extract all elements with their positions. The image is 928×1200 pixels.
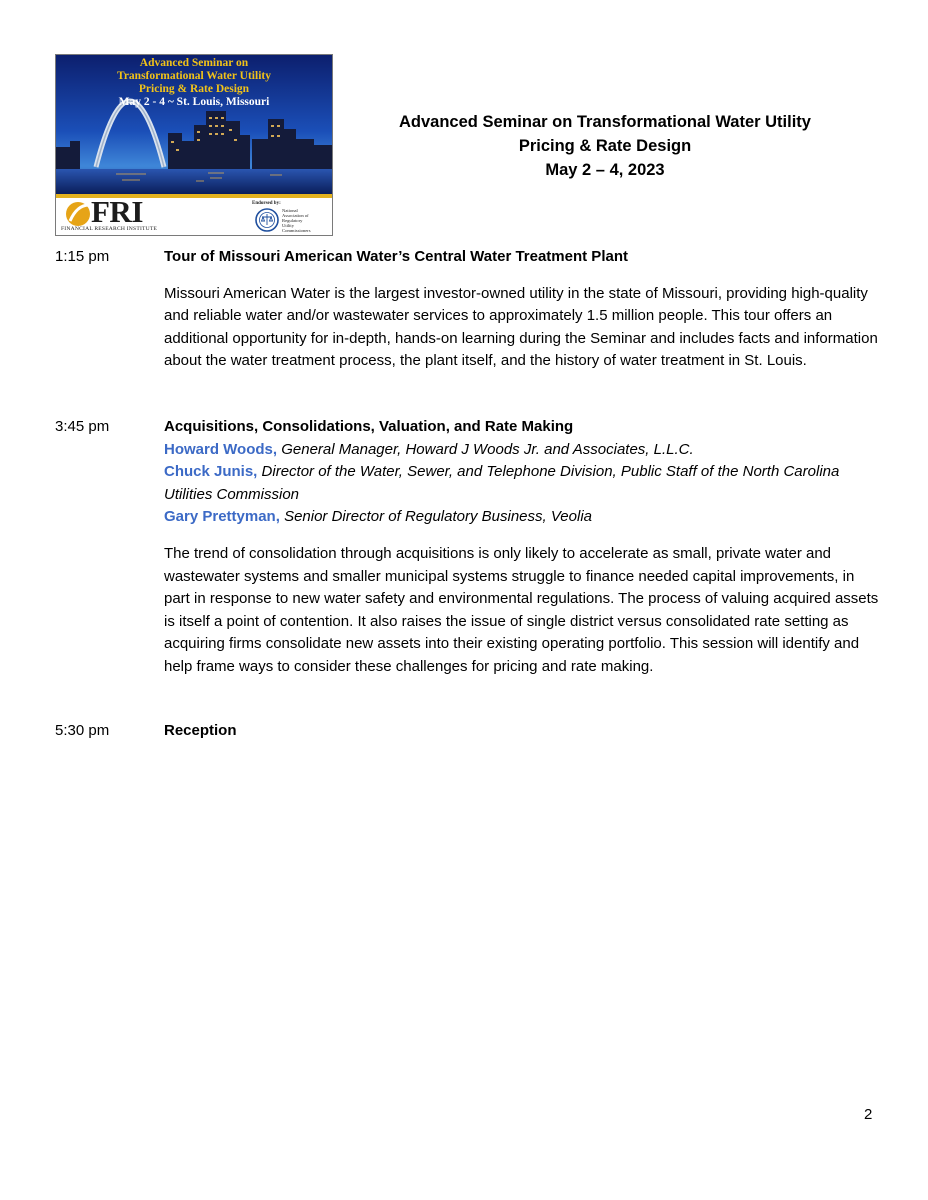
- speaker-name: Chuck Junis,: [164, 463, 258, 481]
- fri-logo-subtitle: FINANCIAL RESEARCH INSTITUTE: [61, 226, 158, 232]
- naruc-line: Regulatory: [282, 218, 303, 223]
- session-description: Missouri American Water is the largest investor-owned utility in the state of Missouri, providing high-quality and reliable water and/or wastewater services to approximately 1.5 million people. This tour offers an additional opportunity for in-depth, hands-on learning during the Seminar and includes facts and information about the water treatment process, the plant itself, and the history of water treatment in St. Louis.: [164, 284, 878, 370]
- session-time: 1:15 pm: [55, 248, 110, 265]
- banner-line-1: Advanced Seminar on: [139, 57, 249, 69]
- naruc-seal-icon: [255, 208, 279, 232]
- session-reception: [164, 720, 879, 743]
- speaker-role: General Manager, Howard J Woods Jr. and Associates, L.L.C.: [281, 440, 694, 458]
- title-line-1: Advanced Seminar on Transformational Water Utility: [399, 113, 811, 131]
- session-description: The trend of consolidation through acquisitions is only likely to accelerate as small, private water and wastewater systems and smaller municipal systems struggle to finance needed capital improvements, in part in response to new water safety and environmental regulations. The process of valuing acquired assets is itself a point of contention. It also raises the issue of single district versus consolidated rate setting as acquiring firms consolidate new assets into their existing operating portfolio. This session will identify and help frame ways to consider these challenges for pricing and rate making.: [164, 544, 879, 675]
- fri-swoosh-icon: [63, 199, 93, 229]
- fri-logo-letters: FRI: [91, 194, 143, 229]
- session-acquisitions: [164, 416, 879, 679]
- speaker-entry: [164, 439, 879, 462]
- session-tour: [164, 246, 879, 373]
- speaker-role: Director of the Water, Sewer, and Telephone Division, Public Staff of the North Carolina Utilities Commission: [164, 463, 840, 503]
- title-line-2: Pricing & Rate Design: [518, 137, 692, 155]
- session-time: 5:30 pm: [55, 722, 110, 739]
- naruc-line: Utility: [282, 223, 294, 228]
- speaker-entry: [164, 506, 879, 529]
- banner-line-2: Transformational Water Utility: [117, 70, 271, 82]
- speaker-entry: [164, 461, 879, 506]
- fri-logo: [59, 194, 169, 234]
- session-heading: Tour of Missouri American Water’s Central Water Treatment Plant: [164, 248, 628, 265]
- speaker-name: Howard Woods,: [164, 440, 278, 458]
- naruc-line: Commissioners: [282, 228, 311, 233]
- speaker-role: Senior Director of Regulatory Business, Veolia: [284, 508, 592, 526]
- speaker-name: Gary Prettyman,: [164, 508, 280, 526]
- banner-line-3: Pricing & Rate Design: [138, 83, 250, 95]
- endorsed-by-label: Endorsed by:: [252, 201, 281, 206]
- naruc-name: [282, 208, 330, 233]
- page-title: [340, 110, 870, 182]
- session-heading: Reception: [164, 722, 237, 739]
- title-line-3: May 2 – 4, 2023: [545, 161, 665, 179]
- naruc-line: Association of: [282, 213, 309, 218]
- page-number: 2: [864, 1106, 873, 1123]
- banner-title-text: [56, 57, 332, 109]
- seminar-banner-image: [55, 54, 333, 236]
- banner-logo-strip: [56, 194, 332, 235]
- banner-line-4: May 2 - 4 ~ St. Louis, Missouri: [118, 96, 270, 108]
- naruc-line: National: [282, 208, 298, 213]
- session-time: 3:45 pm: [55, 418, 110, 435]
- session-heading: Acquisitions, Consolidations, Valuation, and Rate Making: [164, 418, 574, 435]
